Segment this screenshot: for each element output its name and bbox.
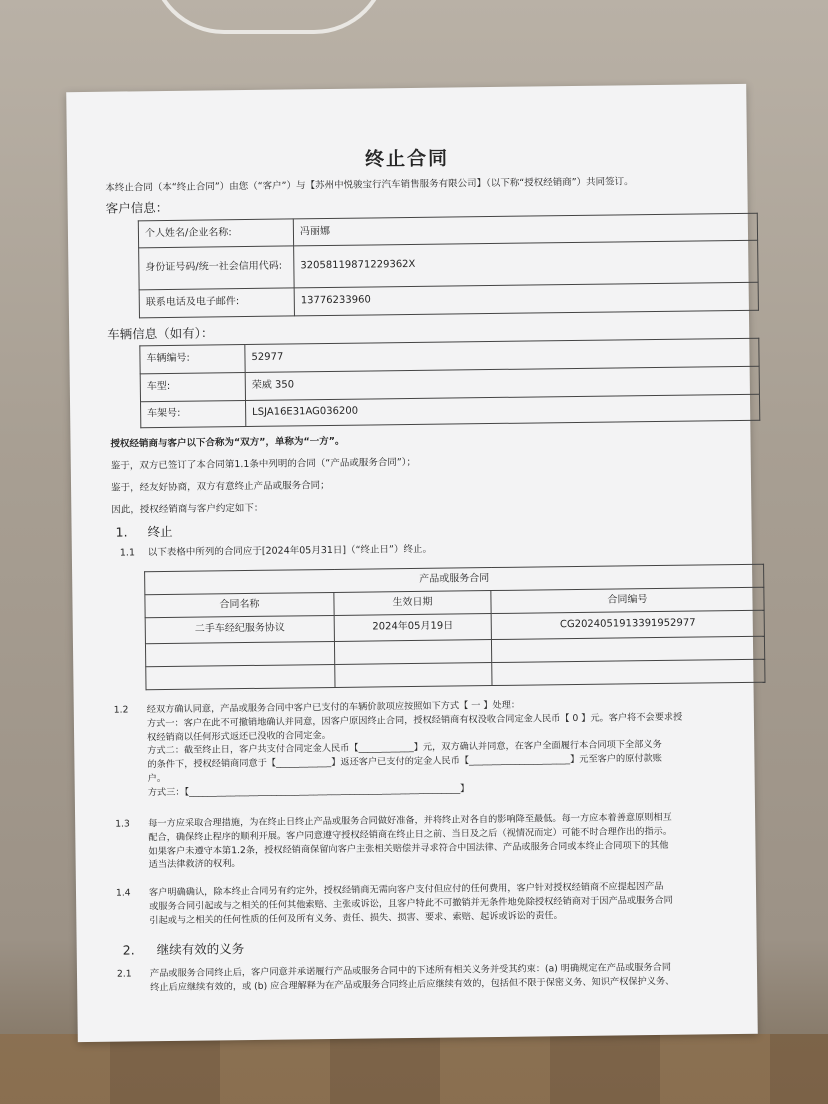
row-label: 身份证号码/统一社会信用代码: [139, 246, 295, 290]
recital-3: 鉴于，经友好协商，双方有意终止产品或服务合同； [110, 480, 330, 494]
row-label: 车辆编号: [140, 345, 245, 374]
table-cell [492, 659, 765, 685]
table-cell [146, 664, 335, 689]
column-header: 生效日期 [334, 591, 491, 616]
row-label: 车型: [140, 373, 245, 402]
row-value: LSJA16E31AG036200 [246, 394, 760, 426]
contract-page [66, 84, 758, 1042]
clause-number: 1.3 [115, 818, 130, 830]
table-cell: 2024年05月19日 [334, 614, 491, 642]
clause-2-1 [117, 960, 742, 995]
clause-line: 配合，确保终止程序的顺利开展。客户同意遵守授权经销商在终止日之前、当日及之后（视情况而定）可能不时合理作出的指示。 [148, 825, 673, 844]
clause-line: 或服务合同引起或与之相关的任何其他索赔、主张或诉讼，且客户特此不可撤销并无条件地免除授权经销商对于因产品或服务合同 [149, 894, 673, 913]
page-title: 终止合同 [364, 147, 450, 171]
intro-text: 本终止合同（本“终止合同”）由您（“客户”）与【苏州中悦骏宝行汽车销售服务有限公司】（以下称“授权经销商”）共同签订。 [105, 176, 634, 194]
clause-line: 方式三：【___________________________________________________________】 [147, 783, 470, 799]
section-1-title: 终止 [147, 523, 173, 540]
section-2-title: 继续有效的义务 [156, 941, 245, 958]
section-1-number: 1. [115, 524, 128, 540]
clause-1-2 [114, 696, 740, 800]
clause-number: 2.1 [116, 968, 132, 980]
clause-number: 1.2 [113, 704, 129, 716]
row-label: 车架号: [141, 401, 246, 428]
row-value: 冯丽娜 [293, 213, 757, 246]
clause-1-1-text: 以下表格中所列的合同应于[2024年05月31日]（“终止日”）终止。 [147, 543, 433, 559]
clause-1-3 [115, 810, 741, 873]
table-cell [334, 640, 491, 665]
row-label: 联系电话及电子邮件: [139, 288, 294, 318]
column-header: 合同名称 [145, 592, 334, 617]
vehicle-section-heading: 车辆信息（如有）： [107, 325, 214, 342]
row-value: 32058119871229362X [294, 240, 758, 288]
charging-cable [150, 0, 388, 34]
recital-2: 鉴于，双方已签订了本合同第1.1条中列明的合同（“产品或服务合同”）； [110, 456, 417, 472]
clause-line: 终止后应继续有效的，或 (b) 应合理解释为在产品或服务合同终止后应继续有效的，包括但不限于保密义务、知识产权保护义务、 [150, 975, 675, 994]
recital-1: 授权经销商与客户以下合称为“双方”，单称为“一方”。 [110, 435, 345, 450]
vehicle-info-table [139, 338, 760, 429]
table-cell [491, 636, 764, 662]
customer-info-table [138, 213, 759, 319]
customer-section-heading: 客户信息： [105, 199, 169, 216]
clause-line: 方式一：客户在此不可撤销地确认并同意，因客户原因终止合同，授权经销商有权没收合同定金人民币【 0 】元。客户将不会要求授 [146, 711, 683, 730]
clause-line: 如果客户未遵守本第1.2条，授权经销商保留向客户主张相关赔偿并寻求符合中国法律、产品或服务合同或本终止合同项下的其他 [148, 839, 669, 857]
section-2-number: 2. [122, 942, 135, 958]
clause-line: 方式二：截至终止日，客户共支付合同定金人民币【____________】元，双方确认并同意，在客户全面履行本合同项下全部义务 [147, 739, 662, 757]
clause-line: 客户明确确认，除本终止合同另有约定外，授权经销商无需向客户支付但应付的任何费用，客户针对授权经销商不应提起因产品 [148, 880, 664, 899]
recital-4: 因此，授权经销商与客户约定如下： [111, 502, 264, 516]
clause-1-1-number: 1.1 [119, 547, 136, 559]
row-value: 13776233960 [294, 282, 758, 316]
table-caption: 产品或服务合同 [145, 564, 764, 595]
wooden-floor [0, 1034, 828, 1104]
table-cell: 二手车经纪服务协议 [145, 615, 334, 643]
clause-line: 户。 [147, 773, 167, 785]
table-cell: CG2024051913391952977 [491, 610, 764, 639]
clause-line: 引起或与之相关的任何性质的任何及所有义务、责任、损失、损害、要求、索赔、起诉或诉讼的责任。 [149, 909, 563, 926]
clause-number: 1.4 [115, 887, 131, 899]
clause-line: 经双方确认同意，产品或服务合同中客户已支付的车辆价款项应按照如下方式【 一 】处理： [146, 699, 521, 716]
row-value: 52977 [245, 338, 759, 372]
contract-table [144, 564, 765, 691]
clause-1-4 [116, 879, 741, 928]
clause-line: 的条件下，授权经销商同意于【____________】返还客户已支付的定金人民币【______________________】元至客户的原付款账 [147, 753, 662, 771]
clause-line: 每一方应采取合理措施，为在终止日终止产品或服务合同做好准备，并将终止对各自的影响降至最低。每一方应本着善意原则相互 [148, 811, 672, 830]
table-cell [145, 641, 334, 666]
clause-line: 产品或服务合同终止后，客户同意并承诺履行产品或服务合同中的下述所有相关义务并受其约束：(a) 明确规定在产品或服务合同 [149, 961, 672, 980]
table-cell [335, 663, 492, 688]
row-label: 个人姓名/企业名称: [138, 219, 293, 248]
clause-line: 适当法律救济的权利。 [148, 858, 241, 871]
column-header: 合同编号 [491, 587, 764, 613]
row-value: 荣威 350 [245, 366, 759, 400]
clause-line: 权经销商以任何形式返还已没收的合同定金。 [147, 729, 331, 743]
